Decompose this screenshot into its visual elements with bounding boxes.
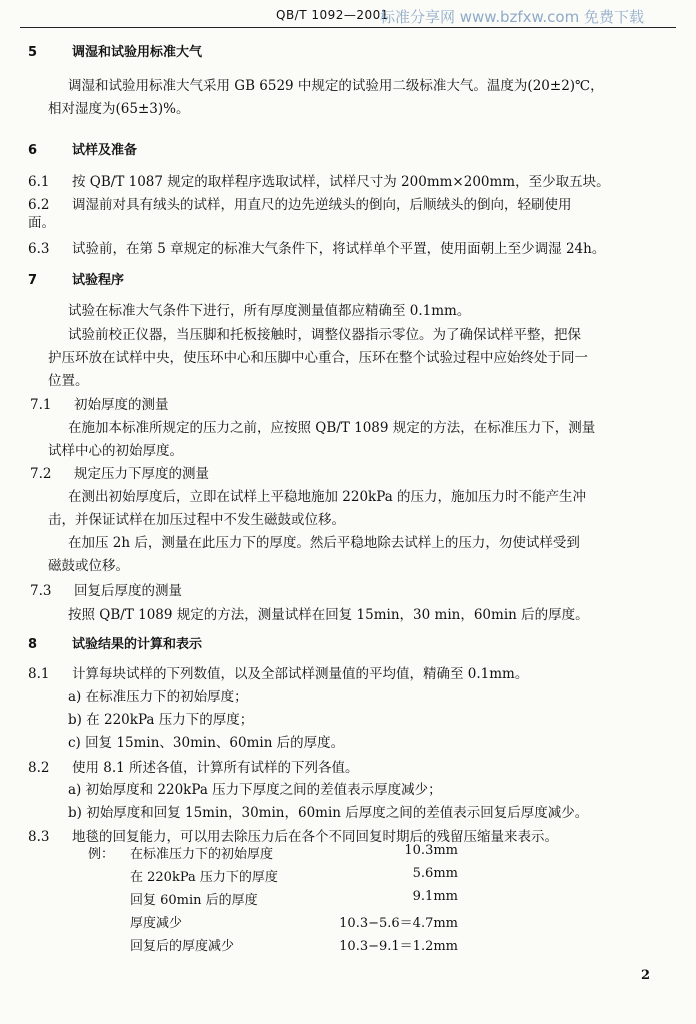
text-line — [48, 511, 345, 529]
line-text: b) 初始厚度和回复 15min，30min，60min 后厚度之间的差值表示回复后厚度减少。 — [68, 805, 589, 821]
text-line — [68, 77, 604, 95]
line-text: 试验在标准大气条件下进行，所有厚度测量值都应精确至 0.1mm。 — [68, 303, 471, 319]
standard-code: QB/T 1092—2001 — [276, 8, 389, 22]
line-text: 调湿前对具有绒头的试样，用直尺的边先逆绒头的倒向，后顺绒头的倒向，轻刷使用 — [72, 197, 572, 213]
header-rule — [20, 27, 676, 28]
text-line — [28, 240, 605, 258]
text-line — [68, 302, 470, 320]
line-text: b) 在 220kPa 压力下的厚度； — [68, 712, 254, 728]
clause-number: 7.1 — [30, 397, 52, 413]
line-text: 调湿和试验用标准大气 — [72, 45, 203, 60]
clause-number: 6 — [28, 143, 38, 158]
section-heading — [28, 272, 124, 290]
line-text: 使用 8.1 所述各值，计算所有试样的下列各值。 — [72, 760, 359, 776]
text-line — [68, 781, 442, 799]
text-line — [28, 173, 610, 191]
line-text: 规定压力下厚度的测量 — [74, 466, 209, 482]
line-text: a) 初始厚度和 220kPa 压力下厚度之间的差值表示厚度减少； — [68, 782, 442, 798]
clause-number: 6.3 — [28, 241, 50, 257]
example-value: 10.3−5.6＝4.7mm — [339, 916, 458, 931]
text-line — [68, 688, 248, 706]
line-text: 磁鼓或位移。 — [48, 558, 129, 574]
line-text: 面。 — [28, 215, 55, 231]
line-text: 位置。 — [48, 373, 89, 389]
line-text: 试样及准备 — [72, 143, 138, 158]
line-text: 相对湿度为(65±3)%。 — [48, 101, 190, 117]
text-line — [68, 711, 253, 729]
line-text: 调湿和试验用标准大气采用 GB 6529 中规定的试验用二级标准大气。温度为(20±2)℃， — [68, 78, 604, 94]
example-label: 例： — [88, 847, 115, 862]
page-header — [0, 8, 696, 28]
clause-number: 6.1 — [28, 174, 50, 190]
line-text: 护压环放在试样中央，使压环中心和压脚中心重合，压环在整个试验过程中应始终处于同一 — [48, 350, 588, 366]
section-heading — [28, 44, 202, 62]
text-line — [68, 606, 589, 624]
clause-number: 8.1 — [28, 666, 50, 682]
line-text: 回复后厚度的测量 — [74, 583, 182, 599]
line-text: 在施加本标准所规定的压力之前，应按照 QB/T 1089 规定的方法，在标准压力下，测量 — [68, 420, 596, 436]
text-line — [48, 349, 588, 367]
clause-number: 8.2 — [28, 760, 50, 776]
example-value: 10.3mm — [404, 843, 458, 858]
clause-number: 8 — [28, 637, 38, 652]
line-text: 在测出初始厚度后，立即在试样上平稳地施加 220kPa 的压力，施加压力时不能产生冲 — [68, 489, 587, 505]
line-text: 试样中心的初始厚度。 — [48, 443, 183, 459]
text-line — [68, 804, 588, 822]
example-desc: 回复 60min 后的厚度 — [130, 893, 258, 908]
text-line — [68, 534, 580, 552]
section-heading — [28, 142, 137, 160]
section-heading — [28, 636, 202, 654]
text-line — [68, 326, 581, 344]
text-line — [28, 196, 572, 214]
line-text: 试验程序 — [72, 273, 125, 288]
clause-number: 6.2 — [28, 197, 50, 213]
example-value: 10.3−9.1＝1.2mm — [339, 939, 458, 954]
text-line — [30, 396, 169, 414]
example-value: 9.1mm — [412, 889, 458, 904]
watermark-text: 标准分享网 www.bzfxw.com 免费下载 — [380, 8, 644, 26]
text-line — [68, 734, 344, 752]
line-text: 击，并保证试样在加压过程中不发生磁鼓或位移。 — [48, 512, 345, 528]
text-line — [30, 465, 209, 483]
clause-number: 8.3 — [28, 829, 50, 845]
example-desc: 回复后的厚度减少 — [130, 939, 235, 954]
text-line — [48, 372, 89, 390]
text-line — [48, 442, 183, 460]
line-text: 按照 QB/T 1089 规定的方法，测量试样在回复 15min，30 min，60min 后的厚度。 — [68, 607, 589, 623]
text-line — [68, 419, 595, 437]
example-desc: 在标准压力下的初始厚度 — [130, 847, 274, 862]
line-text: 地毯的回复能力，可以用去除压力后在各个不同回复时期后的残留压缩量来表示。 — [72, 829, 558, 845]
line-text: 试验前，在第 5 章规定的标准大气条件下，将试样单个平置，使用面朝上至少调湿 24h。 — [72, 241, 606, 257]
text-line — [30, 582, 182, 600]
clause-number: 5 — [28, 45, 38, 60]
example-desc: 厚度减少 — [130, 916, 183, 931]
line-text: 计算每块试样的下列数值，以及全部试样测量值的平均值，精确至 0.1mm。 — [72, 666, 529, 682]
clause-number: 7 — [28, 273, 38, 288]
text-line — [48, 557, 129, 575]
line-text: c) 回复 15min、30min、60min 后的厚度。 — [68, 735, 345, 751]
clause-number: 7.3 — [30, 583, 52, 599]
clause-number: 7.2 — [30, 466, 52, 482]
text-line — [48, 100, 189, 118]
line-text: 按 QB/T 1087 规定的取样程序选取试样，试样尺寸为 200mm×200mm，至少取五块。 — [72, 174, 610, 190]
text-line — [28, 665, 528, 683]
example-value: 5.6mm — [412, 866, 458, 881]
example-desc: 在 220kPa 压力下的厚度 — [130, 870, 278, 885]
text-line — [68, 488, 586, 506]
line-text: 初始厚度的测量 — [74, 397, 169, 413]
page-number: 2 — [640, 968, 650, 983]
line-text: 试验结果的计算和表示 — [72, 637, 203, 652]
line-text: 试验前校正仪器，当压脚和托板接触时，调整仪器指示零位。为了确保试样平整，把保 — [68, 327, 581, 343]
text-line — [28, 214, 55, 232]
line-text: 在加压 2h 后，测量在此压力下的厚度。然后平稳地除去试样上的压力，勿使试样受到 — [68, 535, 580, 551]
text-line — [28, 759, 359, 777]
line-text: a) 在标准压力下的初始厚度； — [68, 689, 248, 705]
